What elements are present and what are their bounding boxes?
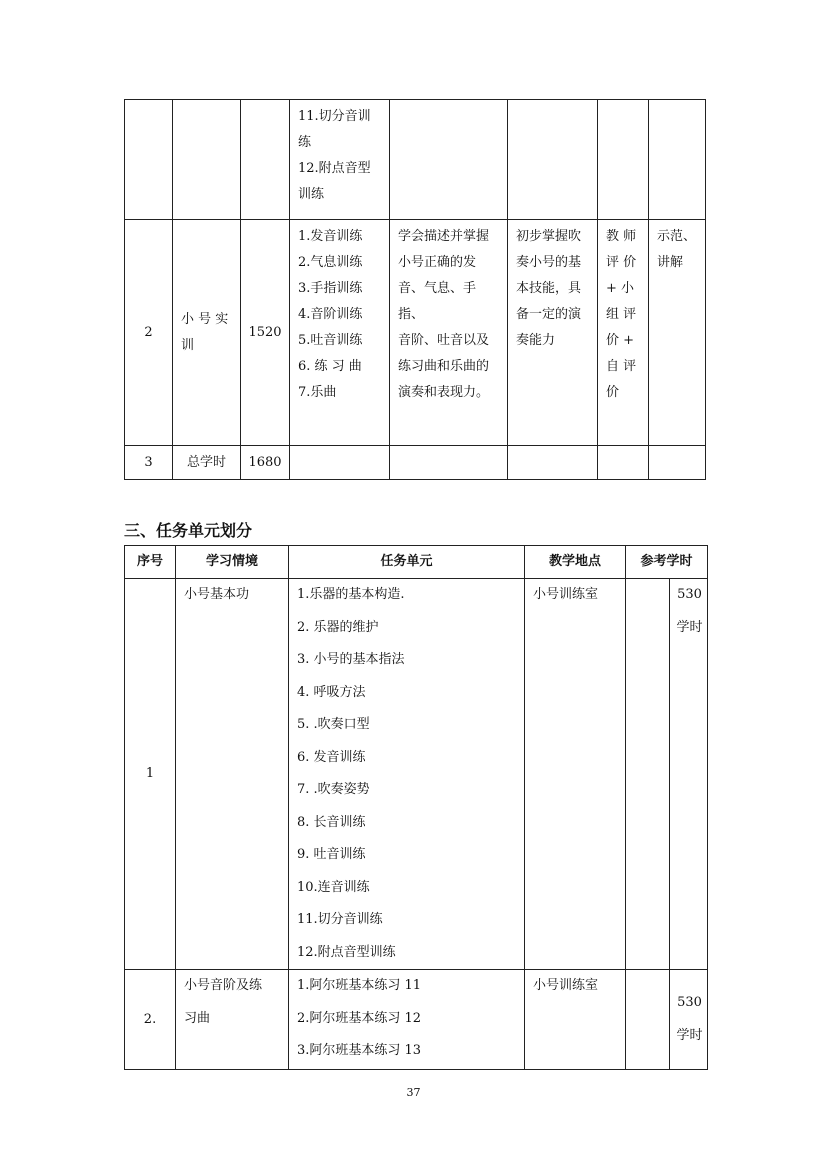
course-name-line: 训 (181, 337, 195, 353)
course-name (173, 220, 241, 446)
header-hours: 参考学时 (626, 546, 708, 579)
hours-unit: 学时 (676, 619, 703, 635)
total-hours: 1680 (241, 446, 290, 480)
cell-skill (508, 220, 598, 446)
knowledge-line: 音阶、吐音以及 (398, 333, 490, 348)
unit-item: 11.切分音训练 (297, 912, 383, 927)
hours-value: 530 (677, 587, 702, 602)
teaching-location: 小号训练室 (525, 970, 626, 1070)
unit-item: 5. .吹奏口型 (297, 717, 370, 732)
context-line: 小号音阶及练 (184, 978, 263, 993)
content-line: 4.音阶训练 (298, 307, 363, 322)
cell-tasks (290, 100, 390, 220)
cell-empty (290, 446, 390, 480)
skill-line: 奏小号的基 (516, 255, 582, 270)
learning-context: 小号基本功 (176, 579, 289, 970)
knowledge-line: 演奏和表现力。 (398, 385, 490, 400)
task-unit-table (124, 545, 708, 1070)
row-number: 2 (125, 220, 173, 446)
cell-empty (390, 100, 508, 220)
cell-empty (390, 446, 508, 480)
skill-line: 备一定的演 (516, 307, 582, 322)
teaching-location: 小号训练室 (525, 579, 626, 970)
content-line: 2.气息训练 (298, 255, 363, 270)
task-line: 训练 (298, 187, 325, 202)
unit-item: 1.阿尔班基本练习 11 (297, 978, 422, 993)
eval-line: 教 师 (606, 229, 637, 244)
skill-line: 初步掌握吹 (516, 229, 582, 244)
unit-item: 4. 呼吸方法 (297, 684, 366, 700)
knowledge-line: 音、气息、手指、 (398, 281, 477, 322)
section-title: 三、任务单元划分 (124, 521, 253, 540)
eval-line: 评 价 (606, 255, 637, 270)
cell-content (290, 220, 390, 446)
course-name-line: 小 号 实 (181, 311, 229, 327)
header-no: 序号 (125, 546, 176, 579)
row-number: 1 (125, 579, 176, 970)
cell-empty (626, 579, 670, 970)
unit-item: 10.连音训练 (297, 879, 370, 895)
cell-evaluation (598, 220, 649, 446)
total-label: 总学时 (173, 446, 241, 480)
unit-item: 9. 吐音训练 (297, 847, 366, 862)
eval-line: 组 评 (606, 307, 637, 322)
task-line: 12.附点音型 (298, 161, 371, 176)
unit-item: 7. .吹奏姿势 (297, 782, 370, 797)
cell-empty (598, 100, 649, 220)
row-number: 2. (125, 970, 176, 1070)
eval-line: 价 (606, 385, 620, 400)
unit-item: 6. 发音训练 (297, 749, 366, 765)
eval-line: 价 + (606, 333, 635, 348)
method-line: 示范、 (657, 229, 697, 244)
unit-item: 8. 长音训练 (297, 814, 366, 830)
cell-empty (241, 100, 290, 220)
content-line: 1.发音训练 (298, 229, 363, 244)
unit-item: 2.阿尔班基本练习 12 (297, 1010, 422, 1026)
table-row (125, 220, 706, 446)
header-context: 学习情境 (176, 546, 289, 579)
content-line: 6. 练 习 曲 (298, 359, 362, 374)
context-line: 习曲 (184, 1010, 211, 1026)
hours-value: 530 (677, 995, 702, 1010)
task-units (289, 970, 525, 1070)
table-header-row (125, 546, 708, 579)
knowledge-line: 小号正确的发 (398, 255, 477, 270)
cell-empty (649, 100, 706, 220)
table-row-total (125, 446, 706, 480)
unit-item: 12.附点音型训练 (297, 944, 396, 960)
cell-knowledge (390, 220, 508, 446)
header-location: 教学地点 (525, 546, 626, 579)
hours-unit: 学时 (676, 1027, 703, 1043)
task-line: 11.切分音训 (298, 109, 371, 124)
unit-item: 3. 小号的基本指法 (297, 652, 405, 667)
content-line: 5.吐音训练 (298, 333, 363, 348)
table-row (125, 970, 708, 1070)
unit-item: 2. 乐器的维护 (297, 619, 379, 635)
course-hours: 1520 (241, 220, 290, 446)
task-units (289, 579, 525, 970)
curriculum-table (124, 99, 706, 480)
content-line: 3.手指训练 (298, 281, 363, 296)
eval-line: 自 评 (606, 359, 637, 374)
knowledge-line: 学会描述并掌握 (398, 229, 490, 244)
method-line: 讲解 (657, 255, 684, 270)
table-row-continued (125, 100, 706, 220)
header-units: 任务单元 (289, 546, 525, 579)
table-row (125, 579, 708, 970)
cell-empty (649, 446, 706, 480)
unit-item: 3.阿尔班基本练习 13 (297, 1043, 422, 1058)
page-number: 37 (406, 1086, 421, 1099)
eval-line: + 小 (606, 281, 635, 296)
reference-hours (670, 970, 708, 1070)
content-line: 7.乐曲 (298, 385, 337, 400)
reference-hours (670, 579, 708, 970)
cell-empty (173, 100, 241, 220)
cell-empty (508, 100, 598, 220)
unit-item: 1.乐器的基本构造. (297, 587, 405, 602)
cell-empty (508, 446, 598, 480)
cell-empty (626, 970, 670, 1070)
cell-method (649, 220, 706, 446)
cell-empty (125, 100, 173, 220)
cell-empty (598, 446, 649, 480)
row-number: 3 (125, 446, 173, 480)
learning-context (176, 970, 289, 1070)
knowledge-line: 练习曲和乐曲的 (398, 359, 490, 374)
skill-line: 奏能力 (516, 333, 556, 348)
skill-line: 本技能，具 (516, 281, 582, 296)
task-line: 练 (298, 135, 312, 150)
